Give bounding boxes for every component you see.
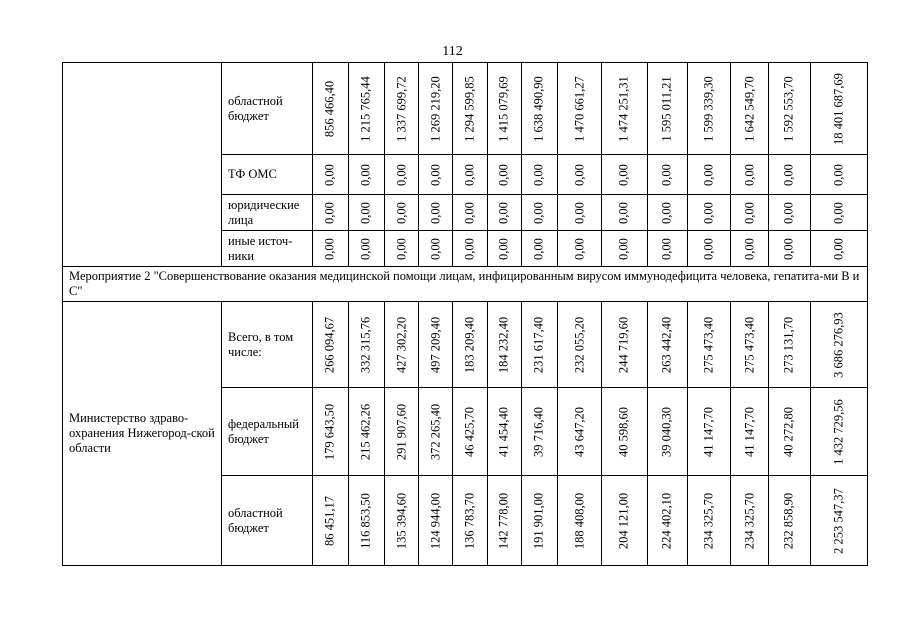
value-cell	[453, 476, 487, 566]
cell-value: 856 466,40	[322, 80, 337, 137]
value-cell	[487, 231, 521, 267]
funding-source-cell: областной бюджет	[221, 63, 312, 155]
cell-value: 0,00	[358, 237, 373, 260]
cell-value: 0,00	[616, 237, 631, 260]
value-cell	[312, 302, 348, 388]
value-cell	[348, 155, 384, 195]
cell-value: 0,00	[701, 163, 716, 186]
page-number: 112	[442, 44, 463, 59]
value-cell	[312, 388, 348, 476]
value-cell	[687, 476, 730, 566]
cell-value: 332 315,76	[358, 316, 373, 373]
cell-value: 0,00	[831, 201, 846, 224]
value-cell	[769, 63, 810, 155]
cell-value: 1 638 490,90	[531, 75, 546, 142]
value-cell	[348, 63, 384, 155]
value-cell	[419, 231, 453, 267]
cell-value: 0,00	[531, 201, 546, 224]
cell-value: 39 716,40	[531, 406, 546, 457]
cell-value: 0,00	[781, 201, 796, 224]
total-cell	[810, 195, 867, 231]
cell-value: 0,00	[394, 163, 409, 186]
value-cell	[453, 63, 487, 155]
value-cell	[348, 302, 384, 388]
value-cell	[647, 388, 687, 476]
value-cell	[769, 476, 810, 566]
total-cell	[810, 231, 867, 267]
cell-value: 18 401 687,69	[831, 72, 846, 145]
value-cell	[602, 302, 647, 388]
cell-value: 0,00	[831, 163, 846, 186]
value-cell	[521, 195, 557, 231]
cell-value: 0,00	[496, 237, 511, 260]
value-cell	[348, 195, 384, 231]
cell-value: 124 944,00	[428, 492, 443, 549]
total-cell	[810, 155, 867, 195]
cell-value: 0,00	[462, 201, 477, 224]
cell-value: 1 415 079,69	[496, 75, 511, 142]
cell-value: 232 858,90	[781, 492, 796, 549]
cell-value: 41 147,70	[742, 406, 757, 457]
value-cell	[312, 195, 348, 231]
cell-value: 0,00	[742, 163, 757, 186]
cell-value: 184 232,40	[496, 316, 511, 373]
value-cell	[687, 231, 730, 267]
value-cell	[687, 63, 730, 155]
cell-value: 0,00	[358, 201, 373, 224]
cell-value: 1 337 699,72	[394, 75, 409, 142]
value-cell	[731, 195, 769, 231]
value-cell	[731, 63, 769, 155]
cell-value: 46 425,70	[462, 406, 477, 457]
cell-value: 142 778,00	[496, 492, 511, 549]
cell-value: 39 040,30	[659, 406, 674, 457]
value-cell	[769, 302, 810, 388]
cell-value: 188 408,00	[572, 492, 587, 549]
cell-value: 234 325,70	[742, 492, 757, 549]
cell-value: 266 094,67	[322, 316, 337, 373]
cell-value: 0,00	[428, 201, 443, 224]
cell-value: 0,00	[531, 237, 546, 260]
value-cell	[487, 476, 521, 566]
value-cell	[647, 476, 687, 566]
value-cell	[419, 302, 453, 388]
value-cell	[731, 388, 769, 476]
cell-value: 0,00	[572, 163, 587, 186]
value-cell	[558, 388, 602, 476]
organization-cell: Министерство здраво-охранения Нижегород-ской области	[63, 302, 222, 566]
value-cell	[647, 63, 687, 155]
value-cell	[453, 155, 487, 195]
cell-value: 41 454,40	[496, 406, 511, 457]
value-cell	[487, 155, 521, 195]
cell-value: 1 294 599,85	[462, 75, 477, 142]
value-cell	[602, 63, 647, 155]
cell-value: 427 302,20	[394, 316, 409, 373]
cell-value: 0,00	[781, 237, 796, 260]
value-cell	[348, 231, 384, 267]
value-cell	[521, 388, 557, 476]
value-cell	[769, 195, 810, 231]
cell-value: 497 209,40	[428, 316, 443, 373]
cell-value: 0,00	[659, 237, 674, 260]
cell-value: 136 783,70	[462, 492, 477, 549]
value-cell	[453, 231, 487, 267]
value-cell	[558, 302, 602, 388]
cell-value: 0,00	[394, 237, 409, 260]
cell-value: 0,00	[322, 237, 337, 260]
cell-value: 0,00	[742, 201, 757, 224]
value-cell	[602, 388, 647, 476]
cell-value: 2 253 547,37	[831, 487, 846, 554]
value-cell	[521, 155, 557, 195]
cell-value: 0,00	[831, 237, 846, 260]
value-cell	[731, 231, 769, 267]
cell-value: 0,00	[531, 163, 546, 186]
value-cell	[384, 195, 418, 231]
value-cell	[521, 302, 557, 388]
value-cell	[602, 195, 647, 231]
cell-value: 40 598,60	[616, 406, 631, 457]
cell-value: 1 599 339,30	[701, 75, 716, 142]
cell-value: 41 147,70	[701, 406, 716, 457]
value-cell	[487, 63, 521, 155]
value-cell	[731, 302, 769, 388]
cell-value: 0,00	[659, 201, 674, 224]
value-cell	[602, 231, 647, 267]
cell-value: 0,00	[358, 163, 373, 186]
value-cell	[384, 155, 418, 195]
cell-value: 0,00	[322, 201, 337, 224]
cell-value: 0,00	[742, 237, 757, 260]
funding-source-cell: иные источ-ники	[221, 231, 312, 267]
cell-value: 1 474 251,31	[616, 75, 631, 142]
cell-value: 0,00	[659, 163, 674, 186]
funding-source-cell: Всего, в том числе:	[221, 302, 312, 388]
cell-value: 0,00	[322, 163, 337, 186]
value-cell	[602, 155, 647, 195]
value-cell	[558, 195, 602, 231]
value-cell	[647, 195, 687, 231]
cell-value: 116 853,50	[358, 492, 373, 549]
cell-value: 0,00	[496, 201, 511, 224]
value-cell	[687, 195, 730, 231]
total-cell	[810, 388, 867, 476]
value-cell	[687, 155, 730, 195]
funding-source-cell: федеральный бюджет	[221, 388, 312, 476]
cell-value: 86 451,17	[322, 495, 337, 546]
cell-value: 0,00	[462, 237, 477, 260]
value-cell	[647, 302, 687, 388]
cell-value: 204 121,00	[616, 492, 631, 549]
value-cell	[348, 388, 384, 476]
value-cell	[487, 302, 521, 388]
cell-value: 179 643,50	[322, 403, 337, 460]
cell-value: 0,00	[616, 201, 631, 224]
cell-value: 372 265,40	[428, 403, 443, 460]
cell-value: 1 642 549,70	[742, 75, 757, 142]
table-row	[63, 302, 868, 388]
cell-value: 0,00	[701, 237, 716, 260]
value-cell	[769, 388, 810, 476]
value-cell	[647, 231, 687, 267]
value-cell	[769, 155, 810, 195]
cell-value: 1 592 553,70	[781, 75, 796, 142]
value-cell	[384, 63, 418, 155]
value-cell	[558, 155, 602, 195]
value-cell	[453, 195, 487, 231]
cell-value: 1 595 011,21	[659, 75, 674, 142]
cell-value: 1 470 661,27	[572, 75, 587, 142]
value-cell	[687, 302, 730, 388]
cell-value: 0,00	[616, 163, 631, 186]
cell-value: 135 394,60	[394, 492, 409, 549]
value-cell	[731, 476, 769, 566]
cell-value: 0,00	[572, 237, 587, 260]
organization-cell-empty	[63, 63, 222, 267]
value-cell	[487, 195, 521, 231]
cell-value: 291 907,60	[394, 403, 409, 460]
funding-source-cell: ТФ ОМС	[221, 155, 312, 195]
funding-source-cell: областной бюджет	[221, 476, 312, 566]
cell-value: 1 269 219,20	[428, 75, 443, 142]
value-cell	[521, 63, 557, 155]
total-cell	[810, 63, 867, 155]
value-cell	[453, 388, 487, 476]
cell-value: 0,00	[781, 163, 796, 186]
cell-value: 183 209,40	[462, 316, 477, 373]
cell-value: 0,00	[394, 201, 409, 224]
value-cell	[521, 231, 557, 267]
funding-source-cell: юридические лица	[221, 195, 312, 231]
value-cell	[558, 63, 602, 155]
cell-value: 232 055,20	[572, 316, 587, 373]
cell-value: 43 647,20	[572, 406, 587, 457]
cell-value: 0,00	[701, 201, 716, 224]
value-cell	[419, 388, 453, 476]
value-cell	[731, 155, 769, 195]
cell-value: 1 215 765,44	[358, 75, 373, 142]
value-cell	[312, 476, 348, 566]
cell-value: 215 462,26	[358, 403, 373, 460]
value-cell	[558, 476, 602, 566]
cell-value: 0,00	[462, 163, 477, 186]
value-cell	[558, 231, 602, 267]
value-cell	[312, 63, 348, 155]
cell-value: 234 325,70	[701, 492, 716, 549]
cell-value: 0,00	[572, 201, 587, 224]
value-cell	[419, 155, 453, 195]
value-cell	[487, 388, 521, 476]
value-cell	[384, 231, 418, 267]
value-cell	[348, 476, 384, 566]
value-cell	[419, 63, 453, 155]
value-cell	[769, 231, 810, 267]
value-cell	[384, 476, 418, 566]
value-cell	[419, 195, 453, 231]
value-cell	[602, 476, 647, 566]
measure-title: Мероприятие 2 "Совершенствование оказания медицинской помощи лицам, инфицированным вирусом иммунодефицита человека, гепатита-ми В и С"	[63, 267, 868, 302]
table-row	[63, 63, 868, 155]
cell-value: 275 473,40	[701, 316, 716, 373]
value-cell	[687, 388, 730, 476]
cell-value: 263 442,40	[659, 316, 674, 373]
cell-value: 244 719,60	[616, 316, 631, 373]
cell-value: 1 432 729,56	[831, 398, 846, 465]
total-cell	[810, 476, 867, 566]
value-cell	[647, 155, 687, 195]
measure-row	[63, 267, 868, 302]
cell-value: 275 473,40	[742, 316, 757, 373]
cell-value: 3 686 276,93	[831, 311, 846, 378]
value-cell	[453, 302, 487, 388]
value-cell	[312, 155, 348, 195]
cell-value: 0,00	[428, 163, 443, 186]
value-cell	[384, 388, 418, 476]
value-cell	[521, 476, 557, 566]
cell-value: 0,00	[496, 163, 511, 186]
cell-value: 0,00	[428, 237, 443, 260]
total-cell	[810, 302, 867, 388]
cell-value: 224 402,10	[659, 492, 674, 549]
value-cell	[312, 231, 348, 267]
cell-value: 40 272,80	[781, 406, 796, 457]
cell-value: 231 617,40	[531, 316, 546, 373]
value-cell	[384, 302, 418, 388]
budget-table	[62, 62, 868, 566]
value-cell	[419, 476, 453, 566]
cell-value: 191 901,00	[531, 492, 546, 549]
cell-value: 273 131,70	[781, 316, 796, 373]
